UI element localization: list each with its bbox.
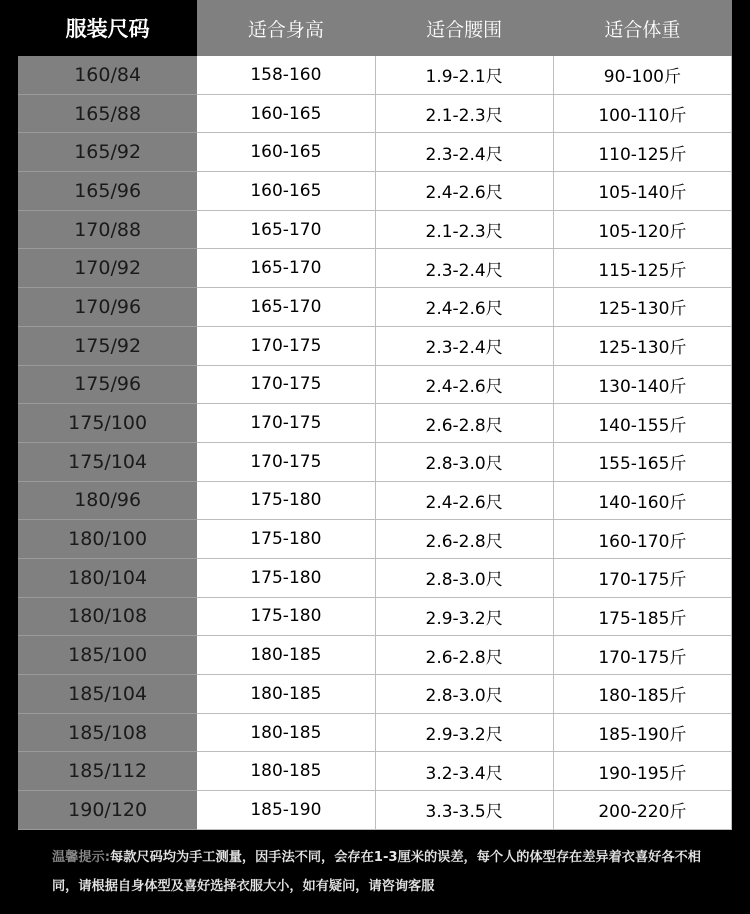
cell-waist: 2.3-2.4尺 <box>375 133 553 172</box>
table-row <box>19 210 732 249</box>
cell-size: 170/96 <box>19 288 197 327</box>
table-row <box>19 636 732 675</box>
cell-weight: 140-155斤 <box>553 404 731 443</box>
cell-waist: 2.9-3.2尺 <box>375 597 553 636</box>
table-row <box>19 558 732 597</box>
cell-weight: 105-120斤 <box>553 210 731 249</box>
cell-waist: 2.6-2.8尺 <box>375 636 553 675</box>
table-header-row <box>19 1 732 56</box>
cell-waist: 2.8-3.0尺 <box>375 558 553 597</box>
cell-height: 160-165 <box>197 133 375 172</box>
cell-height: 175-180 <box>197 520 375 559</box>
cell-waist: 2.1-2.3尺 <box>375 94 553 133</box>
cell-height: 185-190 <box>197 791 375 830</box>
cell-waist: 2.3-2.4尺 <box>375 249 553 288</box>
cell-weight: 155-165斤 <box>553 442 731 481</box>
cell-size: 165/96 <box>19 172 197 211</box>
table-row <box>19 249 732 288</box>
cell-size: 180/96 <box>19 481 197 520</box>
notice-text: 每款尺码均为手工测量，因手法不同，会存在1-3厘米的误差，每个人的体型存在差异着衣喜好各不相同，请根据自身体型及喜好选择衣服大小，如有疑问，请咨询客服 <box>52 850 701 894</box>
cell-weight: 105-140斤 <box>553 172 731 211</box>
cell-height: 165-170 <box>197 249 375 288</box>
cell-waist: 2.8-3.0尺 <box>375 675 553 714</box>
cell-height: 158-160 <box>197 56 375 95</box>
cell-waist: 2.9-3.2尺 <box>375 713 553 752</box>
cell-size: 185/104 <box>19 675 197 714</box>
cell-weight: 110-125斤 <box>553 133 731 172</box>
table-row <box>19 713 732 752</box>
cell-size: 175/92 <box>19 326 197 365</box>
cell-height: 160-165 <box>197 172 375 211</box>
cell-size: 185/112 <box>19 752 197 791</box>
cell-weight: 100-110斤 <box>553 94 731 133</box>
cell-height: 180-185 <box>197 675 375 714</box>
cell-weight: 125-130斤 <box>553 288 731 327</box>
cell-weight: 175-185斤 <box>553 597 731 636</box>
table-row <box>19 442 732 481</box>
cell-size: 185/100 <box>19 636 197 675</box>
table-row <box>19 597 732 636</box>
table-row <box>19 56 732 95</box>
cell-size: 190/120 <box>19 791 197 830</box>
table-row <box>19 752 732 791</box>
cell-height: 165-170 <box>197 288 375 327</box>
cell-size: 165/92 <box>19 133 197 172</box>
cell-height: 165-170 <box>197 210 375 249</box>
cell-size: 175/104 <box>19 442 197 481</box>
table-row <box>19 326 732 365</box>
cell-height: 170-175 <box>197 442 375 481</box>
cell-size: 175/96 <box>19 365 197 404</box>
table-row <box>19 172 732 211</box>
cell-size: 185/108 <box>19 713 197 752</box>
table-row <box>19 481 732 520</box>
table-row <box>19 365 732 404</box>
cell-height: 170-175 <box>197 404 375 443</box>
cell-weight: 115-125斤 <box>553 249 731 288</box>
table-row <box>19 94 732 133</box>
cell-size: 180/104 <box>19 558 197 597</box>
cell-waist: 3.3-3.5尺 <box>375 791 553 830</box>
header-size: 服装尺码 <box>19 1 197 56</box>
cell-height: 180-185 <box>197 713 375 752</box>
table-body <box>19 56 732 830</box>
cell-weight: 140-160斤 <box>553 481 731 520</box>
cell-waist: 2.8-3.0尺 <box>375 442 553 481</box>
cell-waist: 2.6-2.8尺 <box>375 404 553 443</box>
header-waist: 适合腰围 <box>375 1 553 56</box>
table-row <box>19 404 732 443</box>
cell-weight: 180-185斤 <box>553 675 731 714</box>
cell-waist: 2.4-2.6尺 <box>375 288 553 327</box>
table-row <box>19 288 732 327</box>
cell-weight: 90-100斤 <box>553 56 731 95</box>
cell-weight: 185-190斤 <box>553 713 731 752</box>
cell-size: 175/100 <box>19 404 197 443</box>
cell-size: 170/92 <box>19 249 197 288</box>
cell-weight: 170-175斤 <box>553 636 731 675</box>
cell-size: 160/84 <box>19 56 197 95</box>
cell-height: 175-180 <box>197 597 375 636</box>
cell-waist: 2.4-2.6尺 <box>375 481 553 520</box>
cell-waist: 2.1-2.3尺 <box>375 210 553 249</box>
table-row <box>19 675 732 714</box>
cell-height: 170-175 <box>197 326 375 365</box>
cell-waist: 3.2-3.4尺 <box>375 752 553 791</box>
cell-size: 170/88 <box>19 210 197 249</box>
cell-waist: 2.4-2.6尺 <box>375 365 553 404</box>
cell-height: 180-185 <box>197 636 375 675</box>
table-row <box>19 520 732 559</box>
notice-label: 温馨提示: <box>52 850 111 865</box>
cell-waist: 1.9-2.1尺 <box>375 56 553 95</box>
cell-height: 175-180 <box>197 558 375 597</box>
cell-size: 165/88 <box>19 94 197 133</box>
header-height: 适合身高 <box>197 1 375 56</box>
cell-weight: 170-175斤 <box>553 558 731 597</box>
cell-height: 175-180 <box>197 481 375 520</box>
cell-weight: 200-220斤 <box>553 791 731 830</box>
cell-size: 180/100 <box>19 520 197 559</box>
cell-height: 170-175 <box>197 365 375 404</box>
header-weight: 适合体重 <box>553 1 731 56</box>
cell-weight: 130-140斤 <box>553 365 731 404</box>
cell-size: 180/108 <box>19 597 197 636</box>
cell-waist: 2.3-2.4尺 <box>375 326 553 365</box>
table-row <box>19 791 732 830</box>
notice <box>52 843 722 901</box>
cell-weight: 160-170斤 <box>553 520 731 559</box>
cell-waist: 2.6-2.8尺 <box>375 520 553 559</box>
table-row <box>19 133 732 172</box>
size-table <box>18 0 732 830</box>
cell-height: 160-165 <box>197 94 375 133</box>
cell-weight: 125-130斤 <box>553 326 731 365</box>
cell-weight: 190-195斤 <box>553 752 731 791</box>
cell-waist: 2.4-2.6尺 <box>375 172 553 211</box>
cell-height: 180-185 <box>197 752 375 791</box>
